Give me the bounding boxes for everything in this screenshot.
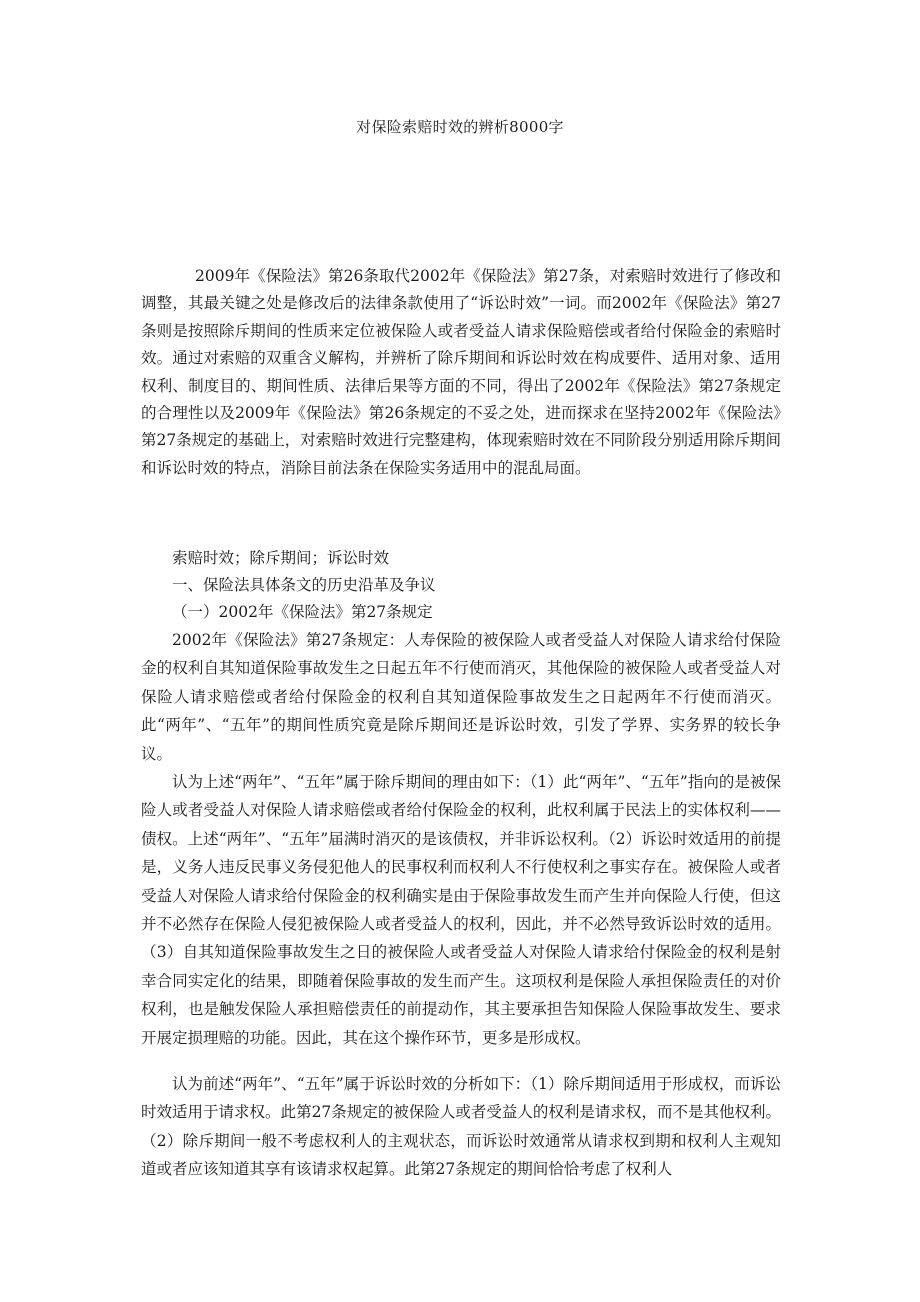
subsection-heading: （一）2002年《保险法》第27条规定 [172, 603, 433, 621]
document-title: 对保险索赔时效的辨析8000字 [356, 118, 564, 136]
body-paragraph-1: 2002年《保险法》第27条规定：人寿保险的被保险人或者受益人对保险人请求给付保险金的权利自其知道保险事故发生之日起五年不行使而消灭，其他保险的被保险人或者受益人对保险人请求赔偿或者给付保险金的权利自其知道保险事故发生之日起两年不行使而消灭。此“两年”、“五年”的期间性质究竟是除斥期间还是诉讼时效，引发了学界、实务界的较长争议。 [141, 631, 781, 763]
section-heading: 一、保险法具体条文的历史沿革及争议 [172, 576, 436, 594]
body-paragraph-2: 认为上述“两年”、“五年”属于除斥期间的理由如下：（1）此“两年”、“五年”指向的是被保险人或者受益人对保险人请求赔偿或者给付保险金的权利，此权利属于民法上的实体权利——债权。上述“两年”、“五年”届满时消灭的是该债权，并非诉讼权利。（2）诉讼时效适用的前提是，义务人违反民事义务侵犯他人的民事权利而权利人不行使权利之事实存在。被保险人或者受益人对保险人请求给付保险金的权利确实是由于保险事故发生而产生并向保险人行使，但这并不必然存在保险人侵犯被保险人或者受益人的权利，因此，并不必然导致诉讼时效的适用。（3）自其知道保险事故发生之日的被保险人或者受益人对保险人请求给付保险金的权利是射幸合同实定化的结果，即随着保险事故的发生而产生。这项权利是保险人承担保险责任的对价权利，也是触发保险人承担赔偿责任的前提动作，其主要承担告知保险人保险事故发生、要求开展定损理赔的功能。因此，其在这个操作环节，更多是形成权。 [141, 773, 781, 1047]
body-paragraph-3: 认为前述“两年”、“五年”属于诉讼时效的分析如下：（1）除斥期间适用于形成权，而诉讼时效适用于请求权。此第27条规定的被保险人或者受益人的权利是请求权，而不是其他权利。（2）除斥期间一般不考虑权利人的主观状态，而诉讼时效通常从请求权到期和权利人主观知道或者应该知道其享有该请求权起算。此第27条规定的期间恰恰考虑了权利人 [141, 1075, 781, 1179]
abstract-paragraph: 2009年《保险法》第26条取代2002年《保险法》第27条，对索赔时效进行了修改和调整，其最关键之处是修改后的法律条款使用了“诉讼时效”一词。而2002年《保险法》第27条则是按照除斥期间的性质来定位被保险人或者受益人请求保险赔偿或者给付保险金的索赔时效。通过对索赔的双重含义解构，并辨析了除斥期间和诉讼时效在构成要件、适用对象、适用权利、制度目的、期间性质、法律后果等方面的不同，得出了2002年《保险法》第27条规定的合理性以及2009年《保险法》第26条规定的不妥之处，进而探求在坚持2002年《保险法》第27条规定的基础上，对索赔时效进行完整建构，体现索赔时效在不同阶段分别适用除斥期间和诉讼时效的特点，消除目前法条在保险实务适用中的混乱局面。 [141, 267, 781, 477]
keywords-line: 索赔时效；除斥期间；诉讼时效 [172, 549, 390, 567]
